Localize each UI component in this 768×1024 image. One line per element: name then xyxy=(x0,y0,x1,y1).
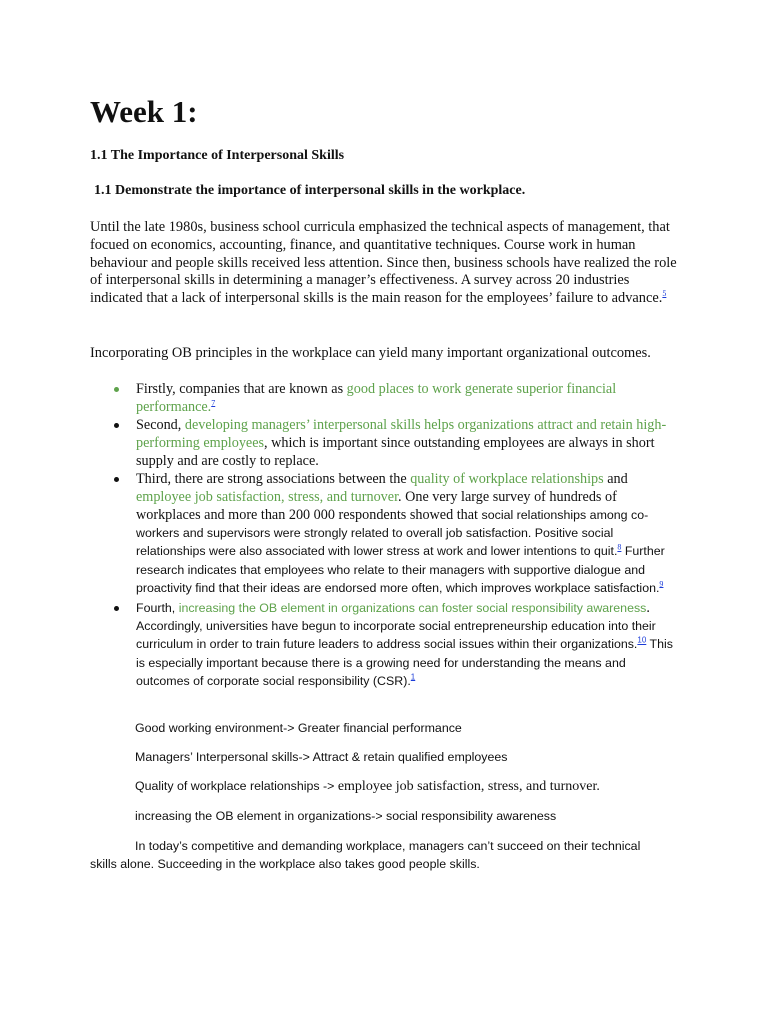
footnote-link-8[interactable]: 8 xyxy=(617,542,622,552)
highlight-text: quality of workplace relationships xyxy=(410,471,604,487)
list-item xyxy=(90,416,680,470)
summary-line: Good working environment-> Greater financial performance xyxy=(135,721,462,735)
summary-line xyxy=(135,779,600,795)
highlight-text: employee job satisfaction, stress, and turnover xyxy=(136,489,399,505)
bullet-text: . xyxy=(646,600,650,617)
learning-objective: 1.1 Demonstrate the importance of interpersonal skills in the workplace. xyxy=(94,183,526,198)
summary-line: Managers’ Interpersonal skills-> Attract & retain qualified employees xyxy=(135,750,508,764)
highlight-text: increasing the OB element in organizations can foster social responsibility awareness xyxy=(178,601,647,616)
summary-text: employee job satisfaction, stress, and turnover. xyxy=(337,779,600,794)
section-title: 1.1 The Importance of Interpersonal Skills xyxy=(90,148,345,163)
intro-paragraph xyxy=(90,219,682,308)
bullet-text: Further research indicates that employees who relate to their managers with supportive dialogue and proactivity find that their ideas are endorsed more often, which improves workplace satisfaction. xyxy=(136,544,665,595)
bullet-text: Second, xyxy=(136,417,185,433)
bullet-icon xyxy=(114,477,119,482)
page-heading: Week 1: xyxy=(90,94,198,129)
summary-line: increasing the OB element in organizations-> social responsibility awareness xyxy=(135,809,557,823)
bullet-icon xyxy=(114,606,119,611)
list-item xyxy=(90,599,680,690)
bullet-text: This is especially important because there is a growing need for understanding the means and outcomes of corporate social responsibility (CSR). xyxy=(136,637,673,688)
bullet-text: Fourth, xyxy=(136,601,179,616)
list-item xyxy=(90,470,680,597)
summary-text: Quality of workplace relationships -> xyxy=(135,779,338,793)
bullet-text: . One very large survey of hundreds of workplaces and more than 200 000 respondents showed that xyxy=(136,489,617,523)
bullet-text: Third, there are strong associations between the xyxy=(136,471,411,487)
bullet-text: and xyxy=(603,471,628,487)
bullet-icon xyxy=(114,423,119,428)
bullet-text: Accordingly, universities have begun to incorporate social entrepreneurship education into their curriculum in order to train future leaders to address social issues within their organizations. xyxy=(136,619,656,652)
bullet-text: , which is important since outstanding employees are always in short supply and are costly to replace. xyxy=(136,435,655,469)
footnote-link-9[interactable]: 9 xyxy=(659,579,664,589)
ob-outcomes-paragraph: Incorporating OB principles in the workplace can yield many important organizational outcomes. xyxy=(90,345,651,361)
footnote-link-10[interactable]: 10 xyxy=(637,635,647,645)
list-item xyxy=(90,380,680,416)
bullet-text: social relationships among co-workers and supervisors were strongly related to overall job satisfaction. Positive social relationships were also associated with lower stress at work and lower intentions to quit. xyxy=(136,508,649,559)
footnote-link-1[interactable]: 1 xyxy=(410,672,416,682)
highlight-text: good places to work generate superior financial performance. xyxy=(136,381,617,415)
bullet-text: Firstly, companies that are known as xyxy=(136,381,347,397)
footnote-link-7[interactable]: 7 xyxy=(211,398,216,408)
outcomes-list xyxy=(90,380,680,690)
footnote-link-5[interactable]: 5 xyxy=(662,289,667,299)
bullet-icon xyxy=(114,387,119,392)
intro-text: Until the late 1980s, business school curricula emphasized the technical aspects of management, that focued on economics, accounting, finance, and quantitative techniques. Course work in human behaviour and people skills received less attention. Since then, business schools have realized the role of interpersonal skills in determining a manager’s effectiveness. A survey across 20 industries indicated that a lack of interpersonal skills is the main reason for the employees’ failure to advance. xyxy=(90,219,677,307)
closing-paragraph: In today’s competitive and demanding workplace, managers can’t succeed on their technical skills alone. Succeeding in the workplace also takes good people skills. xyxy=(90,839,641,871)
highlight-text: developing managers’ interpersonal skills helps organizations attract and retain high-performing employees xyxy=(136,417,667,451)
